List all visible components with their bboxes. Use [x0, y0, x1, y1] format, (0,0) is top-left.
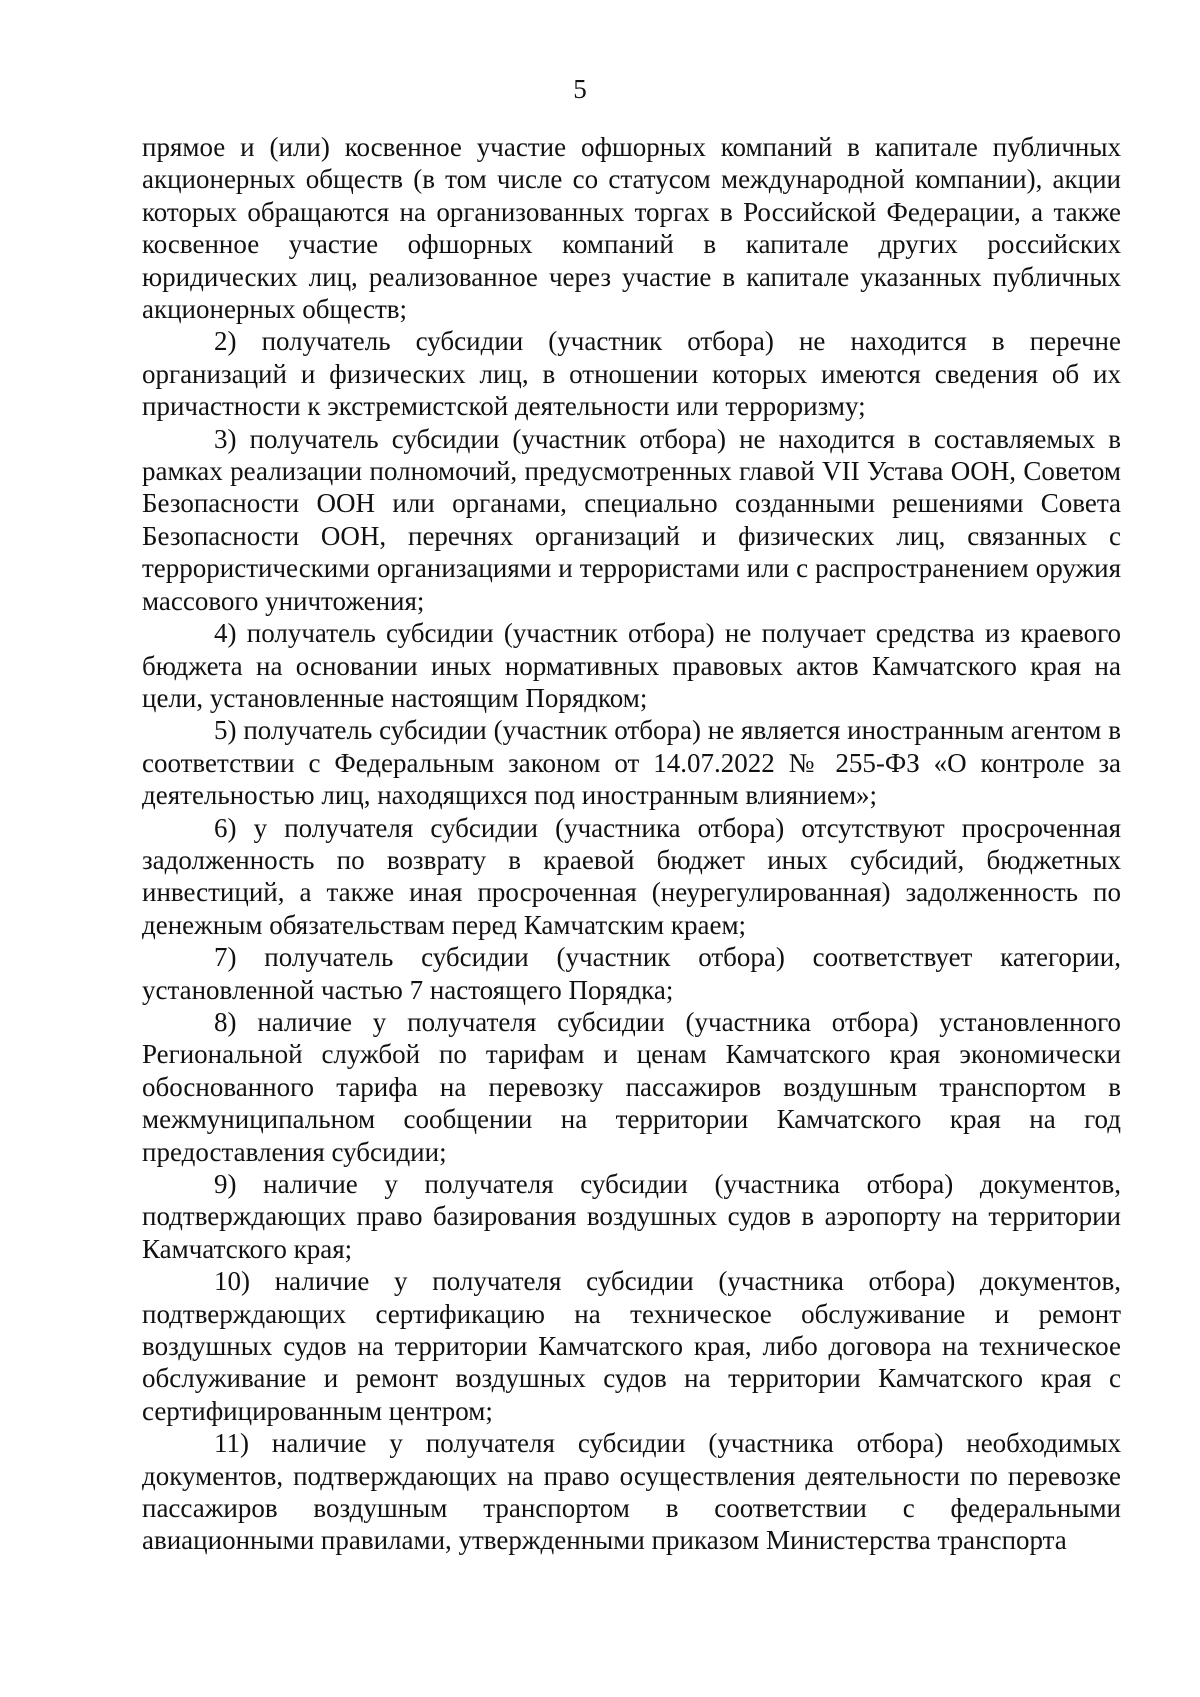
- paragraph-item-6: 6) у получателя субсидии (участника отбора) отсутствуют просроченная задолженность по возврату в краевой бюджет иных субсидий, бюджетных инвестиций, а также иная просроченная (неурегулированная) задолженность по денежным обязательствам перед Камчатским краем;: [142, 812, 1121, 940]
- paragraph-continuation: прямое и (или) косвенное участие офшорных компаний в капитале публичных акционерных обществ (в том числе со статусом международной компании), акции которых обращаются на организованных торгах в Российской Федерации, а также косвенное участие офшорных компаний в капитале других российских юридических лиц, реализованное через участие в капитале указанных публичных акционерных обществ;: [142, 132, 1121, 325]
- paragraph-item-7: 7) получатель субсидии (участник отбора) соответствует категории, установленной частью 7 настоящего Порядка;: [142, 942, 1121, 1005]
- paragraph-item-11: 11) наличие у получателя субсидии (участника отбора) необходимых документов, подтверждающих на право осуществления деятельности по перевозке пассажиров воздушным транспортом в соответствии с федеральными авиационными правилами, утвержденными приказом Министерства транспорта: [142, 1428, 1121, 1556]
- document-body: [142, 131, 1121, 1557]
- paragraph-item-8: 8) наличие у получателя субсидии (участника отбора) установленного Региональной службой по тарифам и ценам Камчатского края экономически обоснованного тарифа на перевозку пассажиров воздушным транспортом в межмуниципальном сообщении на территории Камчатского края на год предоставления субсидии;: [142, 1006, 1121, 1167]
- paragraph-item-10: 10) наличие у получателя субсидии (участника отбора) документов, подтверждающих сертификацию на техническое обслуживание и ремонт воздушных судов на территории Камчатского края, либо договора на техническое обслуживание и ремонт воздушных судов на территории Камчатского края с сертифицированным центром;: [142, 1266, 1121, 1426]
- page-number: 5: [573, 74, 587, 104]
- paragraph-item-5: 5) получатель субсидии (участник отбора) не является иностранным агентом в соответствии с Федеральным законом от 14.07.2022 № 255-ФЗ «О контроле за деятельностью лиц, находящихся под иностранным влиянием»;: [142, 715, 1121, 811]
- paragraph-item-2: 2) получатель субсидии (участник отбора) не находится в перечне организаций и физических лиц, в отношении которых имеются сведения об их причастности к экстремистской деятельности или терроризму;: [142, 326, 1121, 422]
- paragraph-item-9: 9) наличие у получателя субсидии (участника отбора) документов, подтверждающих право базирования воздушных судов в аэропорту на территории Камчатского края;: [142, 1169, 1121, 1264]
- paragraph-item-4: 4) получатель субсидии (участник отбора) не получает средства из краевого бюджета на основании иных нормативных правовых актов Камчатского края на цели, установленные настоящим Порядком;: [142, 618, 1121, 713]
- paragraph-item-3: 3) получатель субсидии (участник отбора) не находится в составляемых в рамках реализации полномочий, предусмотренных главой VII Устава ООН, Советом Безопасности ООН или органами, специально созданными решениями Совета Безопасности ООН, перечнях организаций и физических лиц, связанных с террористическими организациями и террористами или с распространением оружия массового уничтожения;: [142, 423, 1121, 616]
